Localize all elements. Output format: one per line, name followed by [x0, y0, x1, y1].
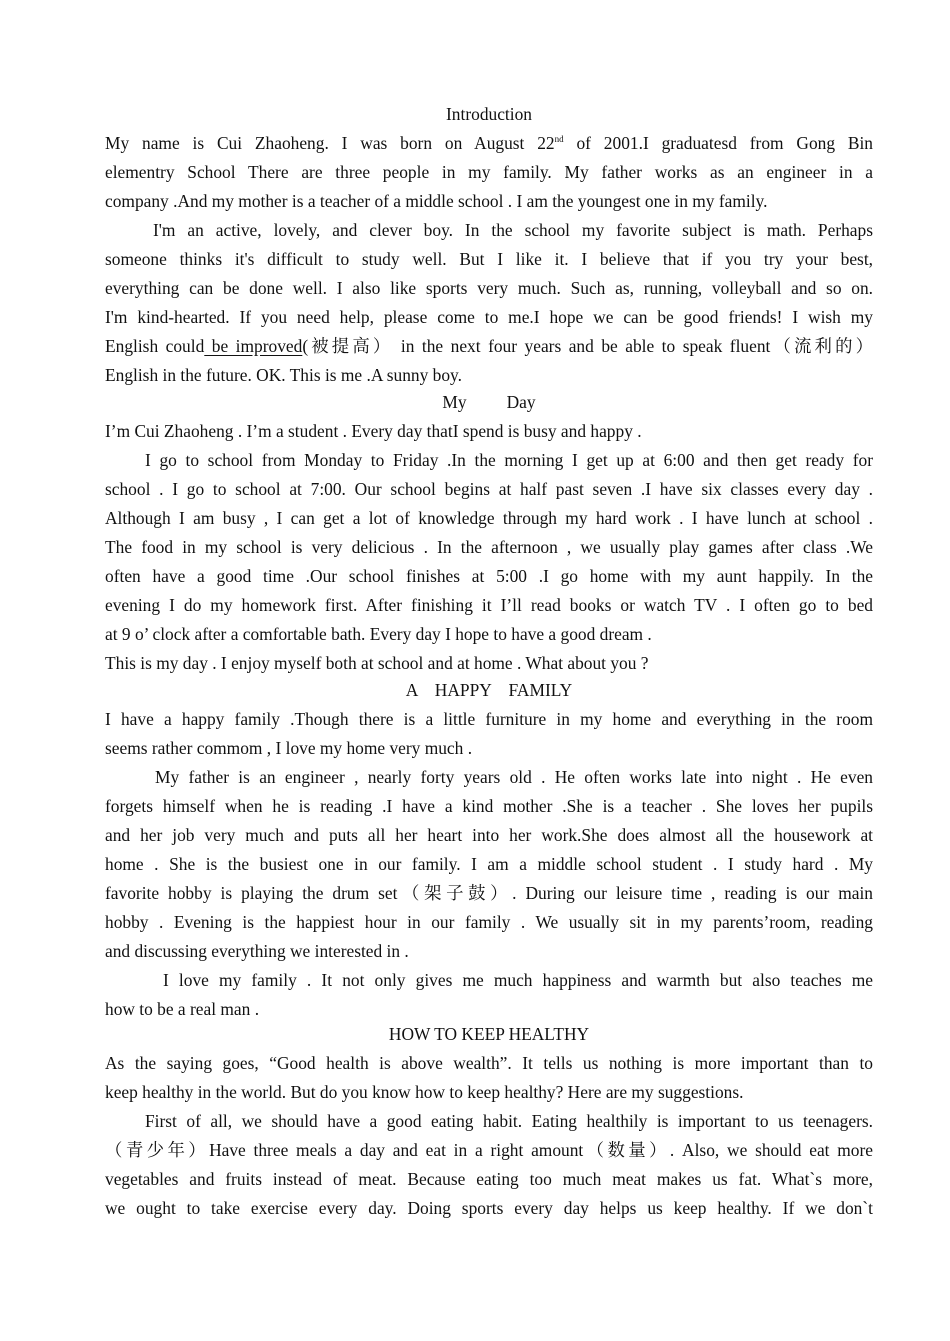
paragraph-line: at 9 o’ clock after a comfortable bath. Every day I hope to have a good dream . — [105, 624, 652, 644]
paragraph-line: and discussing everything we interested in . — [105, 941, 409, 961]
paragraph-line: school . I go to school at 7:00. Our school begins at half past seven .I have six classes every day . — [105, 479, 873, 499]
paragraph-line: I'm kind-hearted. If you need help, please come to me.I hope we can be good friends! I wish my — [105, 307, 873, 327]
introduction-section — [105, 100, 873, 390]
paragraph-line: My name is Cui Zhaoheng. I was born on August 22nd of 2001.I graduatesd from Gong Bin — [105, 133, 873, 153]
paragraph-line: I’m Cui Zhaoheng . I’m a student . Every day thatI spend is busy and happy . — [105, 421, 642, 441]
paragraph-line: and her job very much and puts all her heart into her work.She does almost all the housework at — [105, 825, 873, 845]
paragraph-line: home . She is the busiest one in our family. I am a middle school student . I study hard . My — [105, 854, 873, 874]
section-title: My Day — [442, 392, 536, 412]
paragraph-line: My father is an engineer , nearly forty years old . He often works late into night . He even — [155, 767, 873, 787]
paragraph-line: favorite hobby is playing the drum set（架子鼓）. During our leisure time , reading is our main — [105, 883, 873, 903]
paragraph-line: English could be improved(被提高） in the next four years and be able to speak fluent（流利的） — [105, 336, 873, 356]
paragraph-line: evening I do my homework first. After finishing it I’ll read books or watch TV . I often go to bed — [105, 595, 873, 615]
paragraph-line: I have a happy family .Though there is a little furniture in my home and everything in the room — [105, 709, 873, 729]
paragraph-line: Although I am busy , I can get a lot of knowledge through my hard work . I have lunch at school . — [105, 508, 873, 528]
section-title: A HAPPY FAMILY — [405, 680, 573, 700]
paragraph-line: English in the future. OK. This is me .A sunny boy. — [105, 365, 462, 385]
underlined-phrase: be improved — [204, 336, 303, 356]
paragraph-line: As the saying goes, “Good health is above wealth”. It tells us nothing is more important than to — [105, 1053, 873, 1073]
paragraph-line: we ought to take exercise every day. Doing sports every day helps us keep healthy. If we don`t — [105, 1198, 873, 1218]
paragraph-line: forgets himself when he is reading .I have a kind mother .She is a teacher . She loves her pupils — [105, 796, 873, 816]
paragraph-line: seems rather commom , I love my home very much . — [105, 738, 473, 758]
paragraph-line: often have a good time .Our school finishes at 5:00 .I go home with my aunt happily. In the — [105, 566, 873, 586]
paragraph-line: hobby . Evening is the happiest hour in our family . We usually sit in my parents’room, reading — [105, 912, 873, 932]
paragraph-line: company .And my mother is a teacher of a middle school . I am the youngest one in my family. — [105, 191, 768, 211]
keep-healthy-section — [105, 1020, 873, 1223]
paragraph-line: vegetables and fruits instead of meat. Because eating too much meat makes us fat. What`s more, — [105, 1169, 873, 1189]
happy-family-section — [105, 676, 873, 1024]
paragraph-line: First of all, we should have a good eating habit. Eating healthily is important to us teenagers. — [145, 1111, 873, 1131]
paragraph-line: The food in my school is very delicious . In the afternoon , we usually play games after class .We — [105, 537, 873, 557]
paragraph-line: （青少年）Have three meals a day and eat in a right amount（数量）. Also, we should eat more — [105, 1140, 873, 1160]
paragraph-line: I'm an active, lovely, and clever boy. In the school my favorite subject is math. Perhaps — [153, 220, 873, 240]
section-title: Introduction — [446, 104, 532, 124]
paragraph-line: I go to school from Monday to Friday .In the morning I get up at 6:00 and then get ready for — [145, 450, 873, 470]
superscript: nd — [554, 134, 564, 144]
paragraph-line: elementry School There are three people in my family. My father works as an engineer in a — [105, 162, 873, 182]
my-day-section — [105, 388, 873, 678]
paragraph-line: someone thinks it's difficult to study well. But I like it. I believe that if you try your best, — [105, 249, 873, 269]
section-title: HOW TO KEEP HEALTHY — [388, 1024, 590, 1044]
paragraph-line: I love my family . It not only gives me much happiness and warmth but also teaches me — [163, 970, 873, 990]
paragraph-line: everything can be done well. I also like sports very much. Such as, running, volleyball and so on. — [105, 278, 873, 298]
paragraph-line: keep healthy in the world. But do you know how to keep healthy? Here are my suggestions. — [105, 1082, 744, 1102]
paragraph-line: how to be a real man . — [105, 999, 260, 1019]
paragraph-line: This is my day . I enjoy myself both at school and at home . What about you ? — [105, 653, 649, 673]
